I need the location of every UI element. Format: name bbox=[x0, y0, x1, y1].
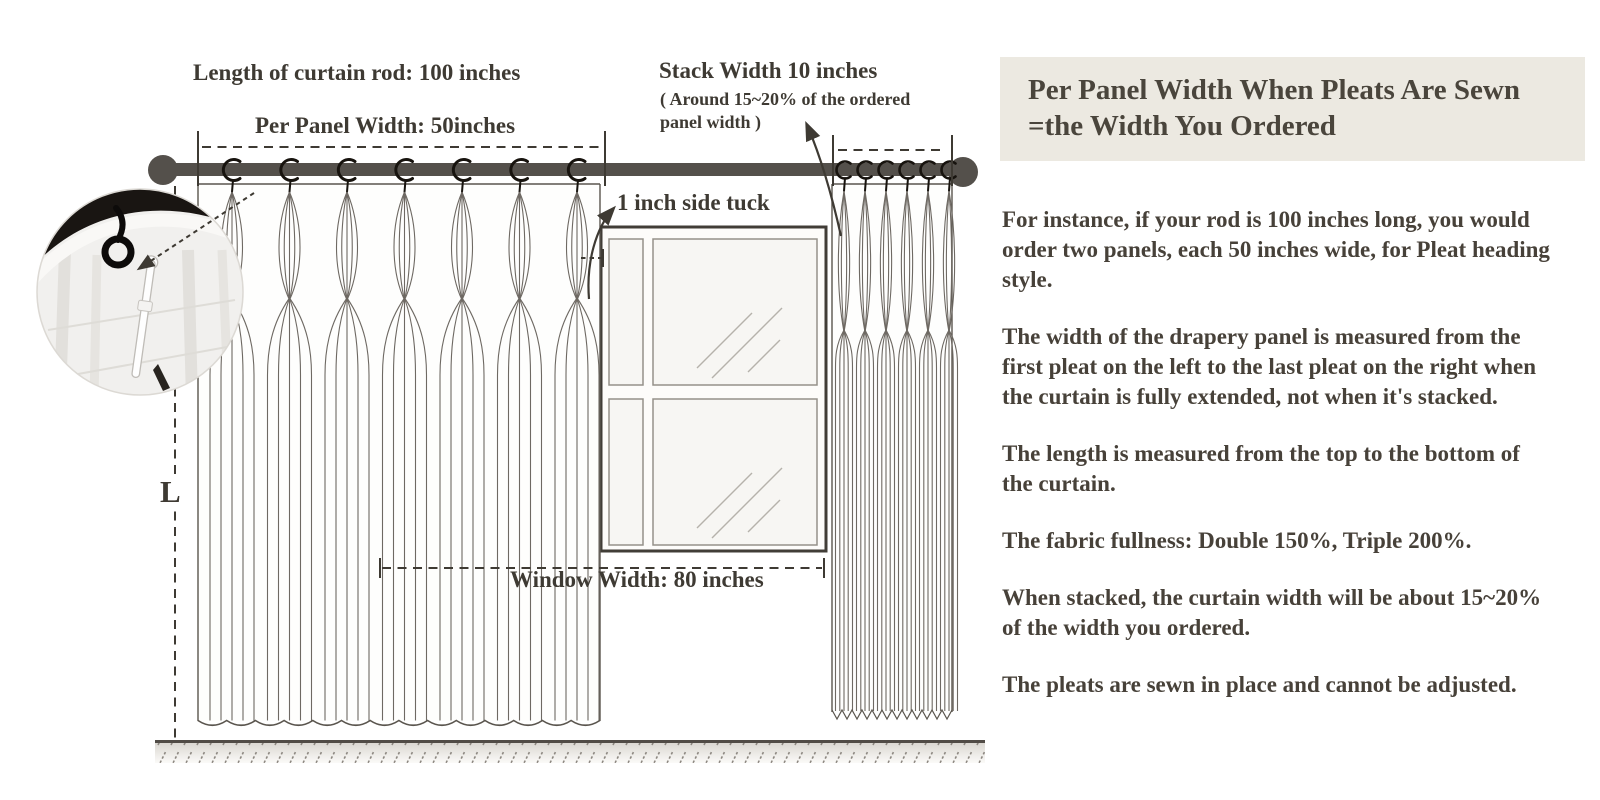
stack-width-note-line2: panel width ) bbox=[660, 112, 762, 132]
info-heading bbox=[1028, 72, 1571, 144]
length-marker: L bbox=[157, 476, 184, 507]
info-paragraph: For instance, if your rod is 100 inches long, you would order two panels, each 50 inches wide, for Pleat heading style. bbox=[1002, 207, 1550, 292]
stack-width-label: Stack Width 10 inches bbox=[659, 58, 878, 83]
info-heading-line2: =the Width You Ordered bbox=[1028, 110, 1336, 142]
floor bbox=[155, 742, 985, 764]
rod-finial-left bbox=[148, 155, 178, 185]
stack-width-note-line1: ( Around 15~20% of the ordered bbox=[660, 89, 911, 109]
rod-length-label: Length of curtain rod: 100 inches bbox=[193, 60, 521, 85]
info-paragraph: When stacked, the curtain width will be about 15~20% of the width you ordered. bbox=[1002, 585, 1542, 640]
info-paragraph: The width of the drapery panel is measured from the first pleat on the left to the last pleat on the right when the curtain is fully extended, not when it's stacked. bbox=[1002, 324, 1537, 409]
panel-width-label: Per Panel Width: 50inches bbox=[255, 113, 516, 138]
window bbox=[601, 227, 826, 551]
side-tuck-label: 1 inch side tuck bbox=[617, 190, 770, 215]
info-heading-box bbox=[1000, 57, 1585, 161]
info-paragraph: The pleats are sewn in place and cannot be adjusted. bbox=[1002, 672, 1517, 697]
info-panel bbox=[1000, 57, 1585, 727]
curtain-rod bbox=[148, 155, 978, 187]
info-paragraph: The fabric fullness: Double 150%, Triple 200%. bbox=[1002, 528, 1472, 553]
stacked-curtain-panel bbox=[832, 161, 958, 719]
left-curtain-panel bbox=[198, 160, 600, 726]
curtain-scalloped-hem bbox=[198, 721, 600, 726]
info-paragraph: The length is measured from the top to the bottom of the curtain. bbox=[1002, 441, 1520, 496]
window-width-label: Window Width: 80 inches bbox=[510, 567, 764, 592]
info-heading-line1: Per Panel Width When Pleats Are Sewn bbox=[1028, 74, 1520, 106]
